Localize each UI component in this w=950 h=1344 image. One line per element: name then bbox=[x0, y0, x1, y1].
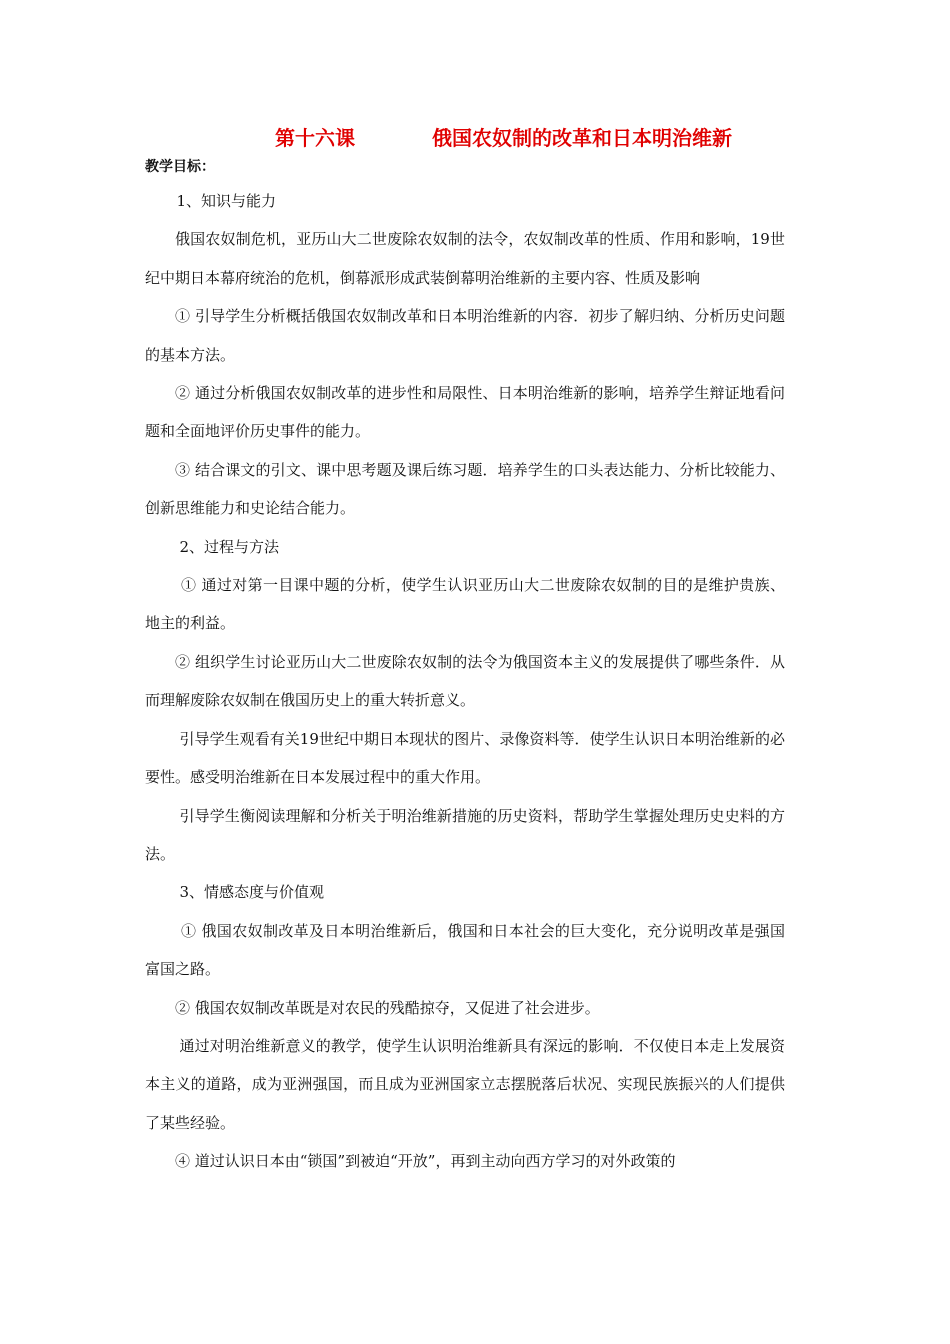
paragraph: ① 引导学生分析概括俄国农奴制改革和日本明治维新的内容．初步了解归纳、分析历史问题的基本方法。 bbox=[145, 307, 785, 364]
page-title bbox=[0, 122, 950, 152]
paragraph: ③ 结合课文的引文、课中思考题及课后练习题．培养学生的口头表达能力、分析比较能力、创新思维能力和史论结合能力。 bbox=[145, 460, 785, 518]
paragraph: ④ 道过认识日本由“锁国”到被迫“开放”，再到主动向西方学习的对外政策的 bbox=[175, 1152, 676, 1171]
section-title-knowledge: 1、知识与能力 bbox=[176, 192, 277, 210]
title-lesson: 第十六课 bbox=[275, 126, 355, 150]
document-body bbox=[145, 182, 785, 1181]
paragraph: 俄国农奴制危机，亚历山大二世废除农奴制的法令，农奴制改革的性质、作用和影响，19世纪中期日本幕府统治的危机，倒幕派形成武装倒幕明治维新的主要内容、性质及影响 bbox=[145, 230, 785, 287]
paragraph: 引导学生观看有关19世纪中期日本现状的图片、录像资料等．使学生认识日本明治维新的必要性。感受明治维新在日本发展过程中的重大作用。 bbox=[145, 729, 785, 787]
section-title-values: 3、情感态度与价值观 bbox=[179, 883, 325, 902]
paragraph: ② 组织学生讨论亚历山大二世废除农奴制的法令为俄国资本主义的发展提供了哪些条件．从而理解废除农奴制在俄国历史上的重大转折意义。 bbox=[145, 652, 785, 710]
title-topic: 俄国农奴制的改革和日本明治维新 bbox=[432, 126, 732, 150]
section-heading: 教学目标： bbox=[145, 159, 215, 175]
section-title-process: 2、过程与方法 bbox=[179, 537, 280, 556]
paragraph: 通过对明治维新意义的教学，使学生认识明治维新具有深远的影响．不仅使日本走上发展资本主义的道路，成为亚洲强国，而且成为亚洲国家立志摆脱落后状况、实现民族振兴的人们提供了某些经验。 bbox=[145, 1036, 785, 1132]
paragraph: 引导学生衡阅读理解和分析关于明治维新措施的历史资料，帮助学生掌握处理历史史料的方法。 bbox=[145, 806, 785, 863]
paragraph: ② 俄国农奴制改革既是对农民的残酷掠夺，又促进了社会进步。 bbox=[175, 998, 600, 1017]
paragraph: ② 通过分析俄国农奴制改革的进步性和局限性、日本明治维新的影响，培养学生辩证地看问题和全面地评价历史事件的能力。 bbox=[145, 384, 785, 441]
paragraph: ① 俄国农奴制改革及日本明治维新后，俄国和日本社会的巨大变化，充分说明改革是强国富国之路。 bbox=[145, 921, 785, 979]
paragraph: ① 通过对第一目课中题的分析，使学生认识亚历山大二世废除农奴制的目的是维护贵族、地主的利益。 bbox=[145, 576, 785, 633]
